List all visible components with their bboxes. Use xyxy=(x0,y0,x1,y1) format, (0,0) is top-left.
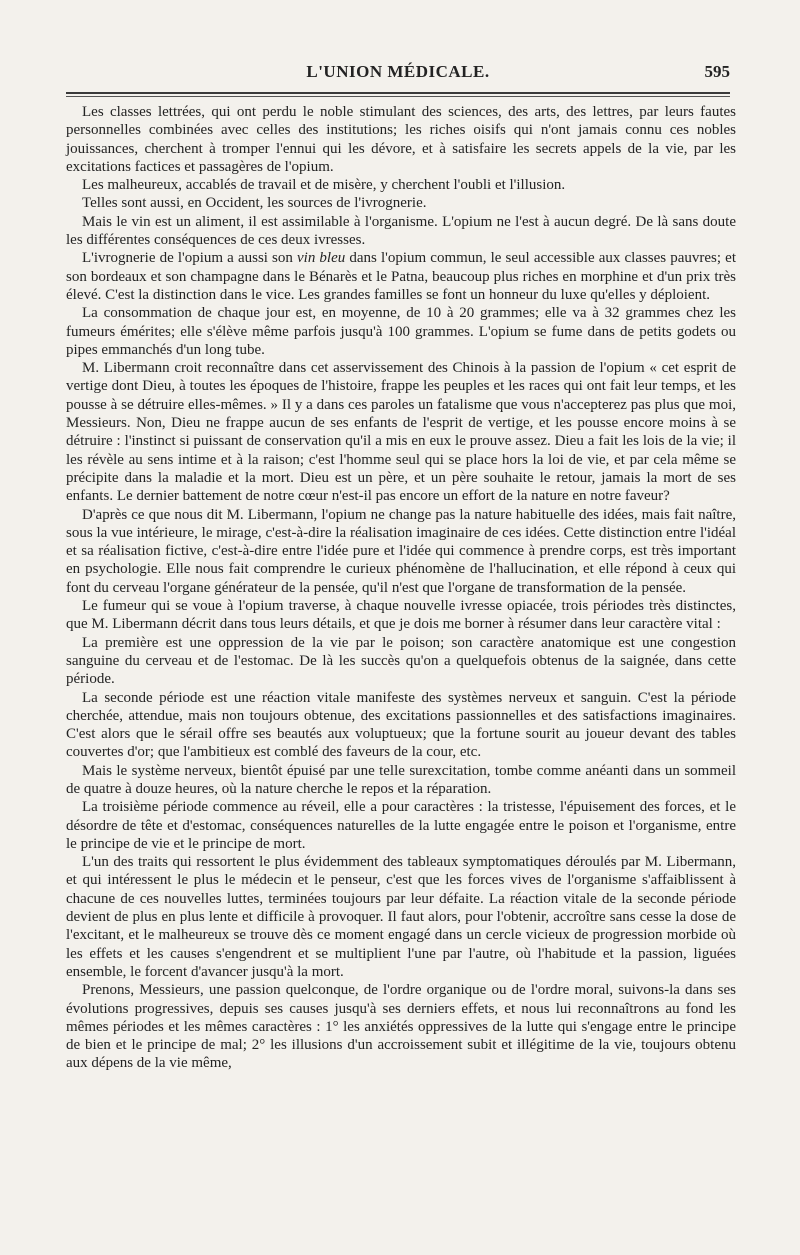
paragraph: La seconde période est une réaction vitale manifeste des systèmes nerveux et sanguin. C'est la période cherchée, attendue, mais non toujours obtenue, des excitations passionnelles et des satisfactions imaginaires. C'est alors que le sérail offre ses beautés aux voluptueux; que la fortune sourit au joueur devant des tables couvertes d'or; que l'ambitieux est comblé des faveurs de la cour, etc. xyxy=(66,689,736,761)
paragraph: La première est une oppression de la vie par le poison; son caractère anatomique est une congestion sanguine du cerveau et de l'estomac. De là les succès qu'on a quelquefois obtenus de la saignée, dans cette période. xyxy=(66,634,736,688)
emphasis: vin bleu xyxy=(297,250,346,267)
paragraph: Telles sont aussi, en Occident, les sources de l'ivrognerie. xyxy=(82,195,427,212)
page-number: 595 xyxy=(704,62,730,81)
paragraph: La troisième période commence au réveil, elle a pour caractères : la tristesse, l'épuisement des forces, et le désordre de tête et d'estomac, conséquences naturelles de la lutte engagée entre le poison et l'organisme, entre le principe de vie et le principe de mort. xyxy=(66,799,736,852)
header-rule xyxy=(66,92,730,94)
paragraph: Mais le système nerveux, bientôt épuisé par une telle surexcitation, tombe comme anéanti dans un sommeil de quatre à douze heures, où la nature cherche le repos et la réparation. xyxy=(66,762,736,797)
paragraph: Le fumeur qui se voue à l'opium traverse, à chaque nouvelle ivresse opiacée, trois périodes très distinctes, que M. Libermann décrit dans tous leurs détails, et que je dois me borner à résumer dans leur caractère vital : xyxy=(66,598,736,633)
paragraph: D'après ce que nous dit M. Libermann, l'opium ne change pas la nature habituelle des idées, mais fait naître, sous la vue intérieure, le mirage, c'est-à-dire la réalisation imaginaire de ces idées. Cette distinction entre l'idéal et sa réalisation fictive, c'est-à-dire entre l'idée pure et l'idée qui commence à prendre corps, est très important en psychologie. Elle nous fait comprendre le curieux phénomène de l'hallucination, et elle répond à ceux qui font du cerveau l'organe générateur de la pensée, qu'il n'est que l'organe de transformation de la pensée. xyxy=(66,506,736,596)
running-title: L'UNION MÉDICALE. xyxy=(306,62,490,81)
paragraph: Prenons, Messieurs, une passion quelconque, de l'ordre organique ou de l'ordre moral, suivons-la dans ses évolutions progressives, depuis ses causes jusqu'à ses derniers effets, et nous lui reconnaîtrons au fond les mêmes périodes et les mêmes caractères : 1° les anxiétés oppressives de la lutte qui s'engage entre le principe de bien et le principe de mal; 2° les illusions d'un accroissement subit et illégitime de la vie, toujours obtenu aux dépens de la vie même, xyxy=(66,982,736,1072)
paragraph: L'un des traits qui ressortent le plus évidemment des tableaux symptomatiques déroulés par M. Libermann, et qui intéressent le plus le médecin et le penseur, c'est que les forces vives de l'organisme s'affaiblissent à chacune de ces nouvelles luttes, terminées toujours par leur défaite. La réaction vitale de la seconde période devient de plus en plus lente et difficile à provoquer. Il faut alors, pour l'obtenir, accroître sans cesse la dose de l'excitant, et le malheureux se trouve dès ce moment engagé dans un cercle vicieux de progression morbide où les effets et les causes s'engendrent et se multiplient l'une par l'autre, où l'habitude et la passion, liguées ensemble, le forcent d'avancer jusqu'à la mort. xyxy=(66,854,736,980)
paragraph: La consommation de chaque jour est, en moyenne, de 10 à 20 grammes; elle va à 32 grammes chez les fumeurs émérites; elle s'élève même parfois jusqu'à 100 grammes. L'opium se fume dans de petits godets ou pipes emmanchés d'un long tube. xyxy=(66,305,736,358)
body-text xyxy=(66,103,736,1073)
header-rule-thin xyxy=(66,96,730,97)
paragraph: Mais le vin est un aliment, il est assimilable à l'organisme. L'opium ne l'est à aucun degré. De là sans doute les différentes conséquences de ces deux ivresses. xyxy=(66,213,736,249)
page-header xyxy=(66,62,730,90)
paragraph: L'ivrognerie de l'opium a aussi son vin bleu dans l'opium commun, le seul accessible aux classes pauvres; et son bordeaux et son champagne dans le Bénarès et le Patna, beaucoup plus riches en morphine et d'un prix très élevé. C'est la distinction dans le vice. Les grandes familles se font un honneur du luxe qu'elles y déploient. xyxy=(66,250,736,303)
paragraph: Les classes lettrées, qui ont perdu le noble stimulant des sciences, des arts, des lettres, par leurs fautes personnelles combinées avec celles des institutions; les riches oisifs qui n'ont jamais connu ces nobles jouissances, cherchent à tromper l'ennui qui les dévore, et à satisfaire les secrets appels de la vie, par les excitations factices et passagères de l'opium. xyxy=(66,104,736,175)
paragraph: Les malheureux, accablés de travail et de misère, y cherchent l'oubli et l'illusion. xyxy=(82,177,566,194)
paragraph: M. Libermann croit reconnaître dans cet asservissement des Chinois à la passion de l'opium « cet esprit de vertige dont Dieu, à toutes les époques de l'histoire, frappe les peuples et les races qui ont fait leur temps, et les pousse à se détruire elles-mêmes. » Il y a dans ces paroles un fatalisme que vous n'accepterez pas plus que moi, Messieurs. Non, Dieu ne frappe aucun de ses enfants de l'esprit de vertige, et les pousse encore moins à se détruire : l'instinct si puissant de conservation qu'il a mis en eux le prouve assez. Dieu a fait les lois de la vie; il les révèle au sens intime et à la raison; c'est l'homme seul qui se place hors la loi de vie, et par cela même se précipite dans la maladie et la mort. Dieu est un père, et un père souhaite le retour, jamais la mort de ses enfants. Le dernier battement de notre cœur n'est-il pas encore un effort de la nature en notre faveur? xyxy=(66,360,736,505)
